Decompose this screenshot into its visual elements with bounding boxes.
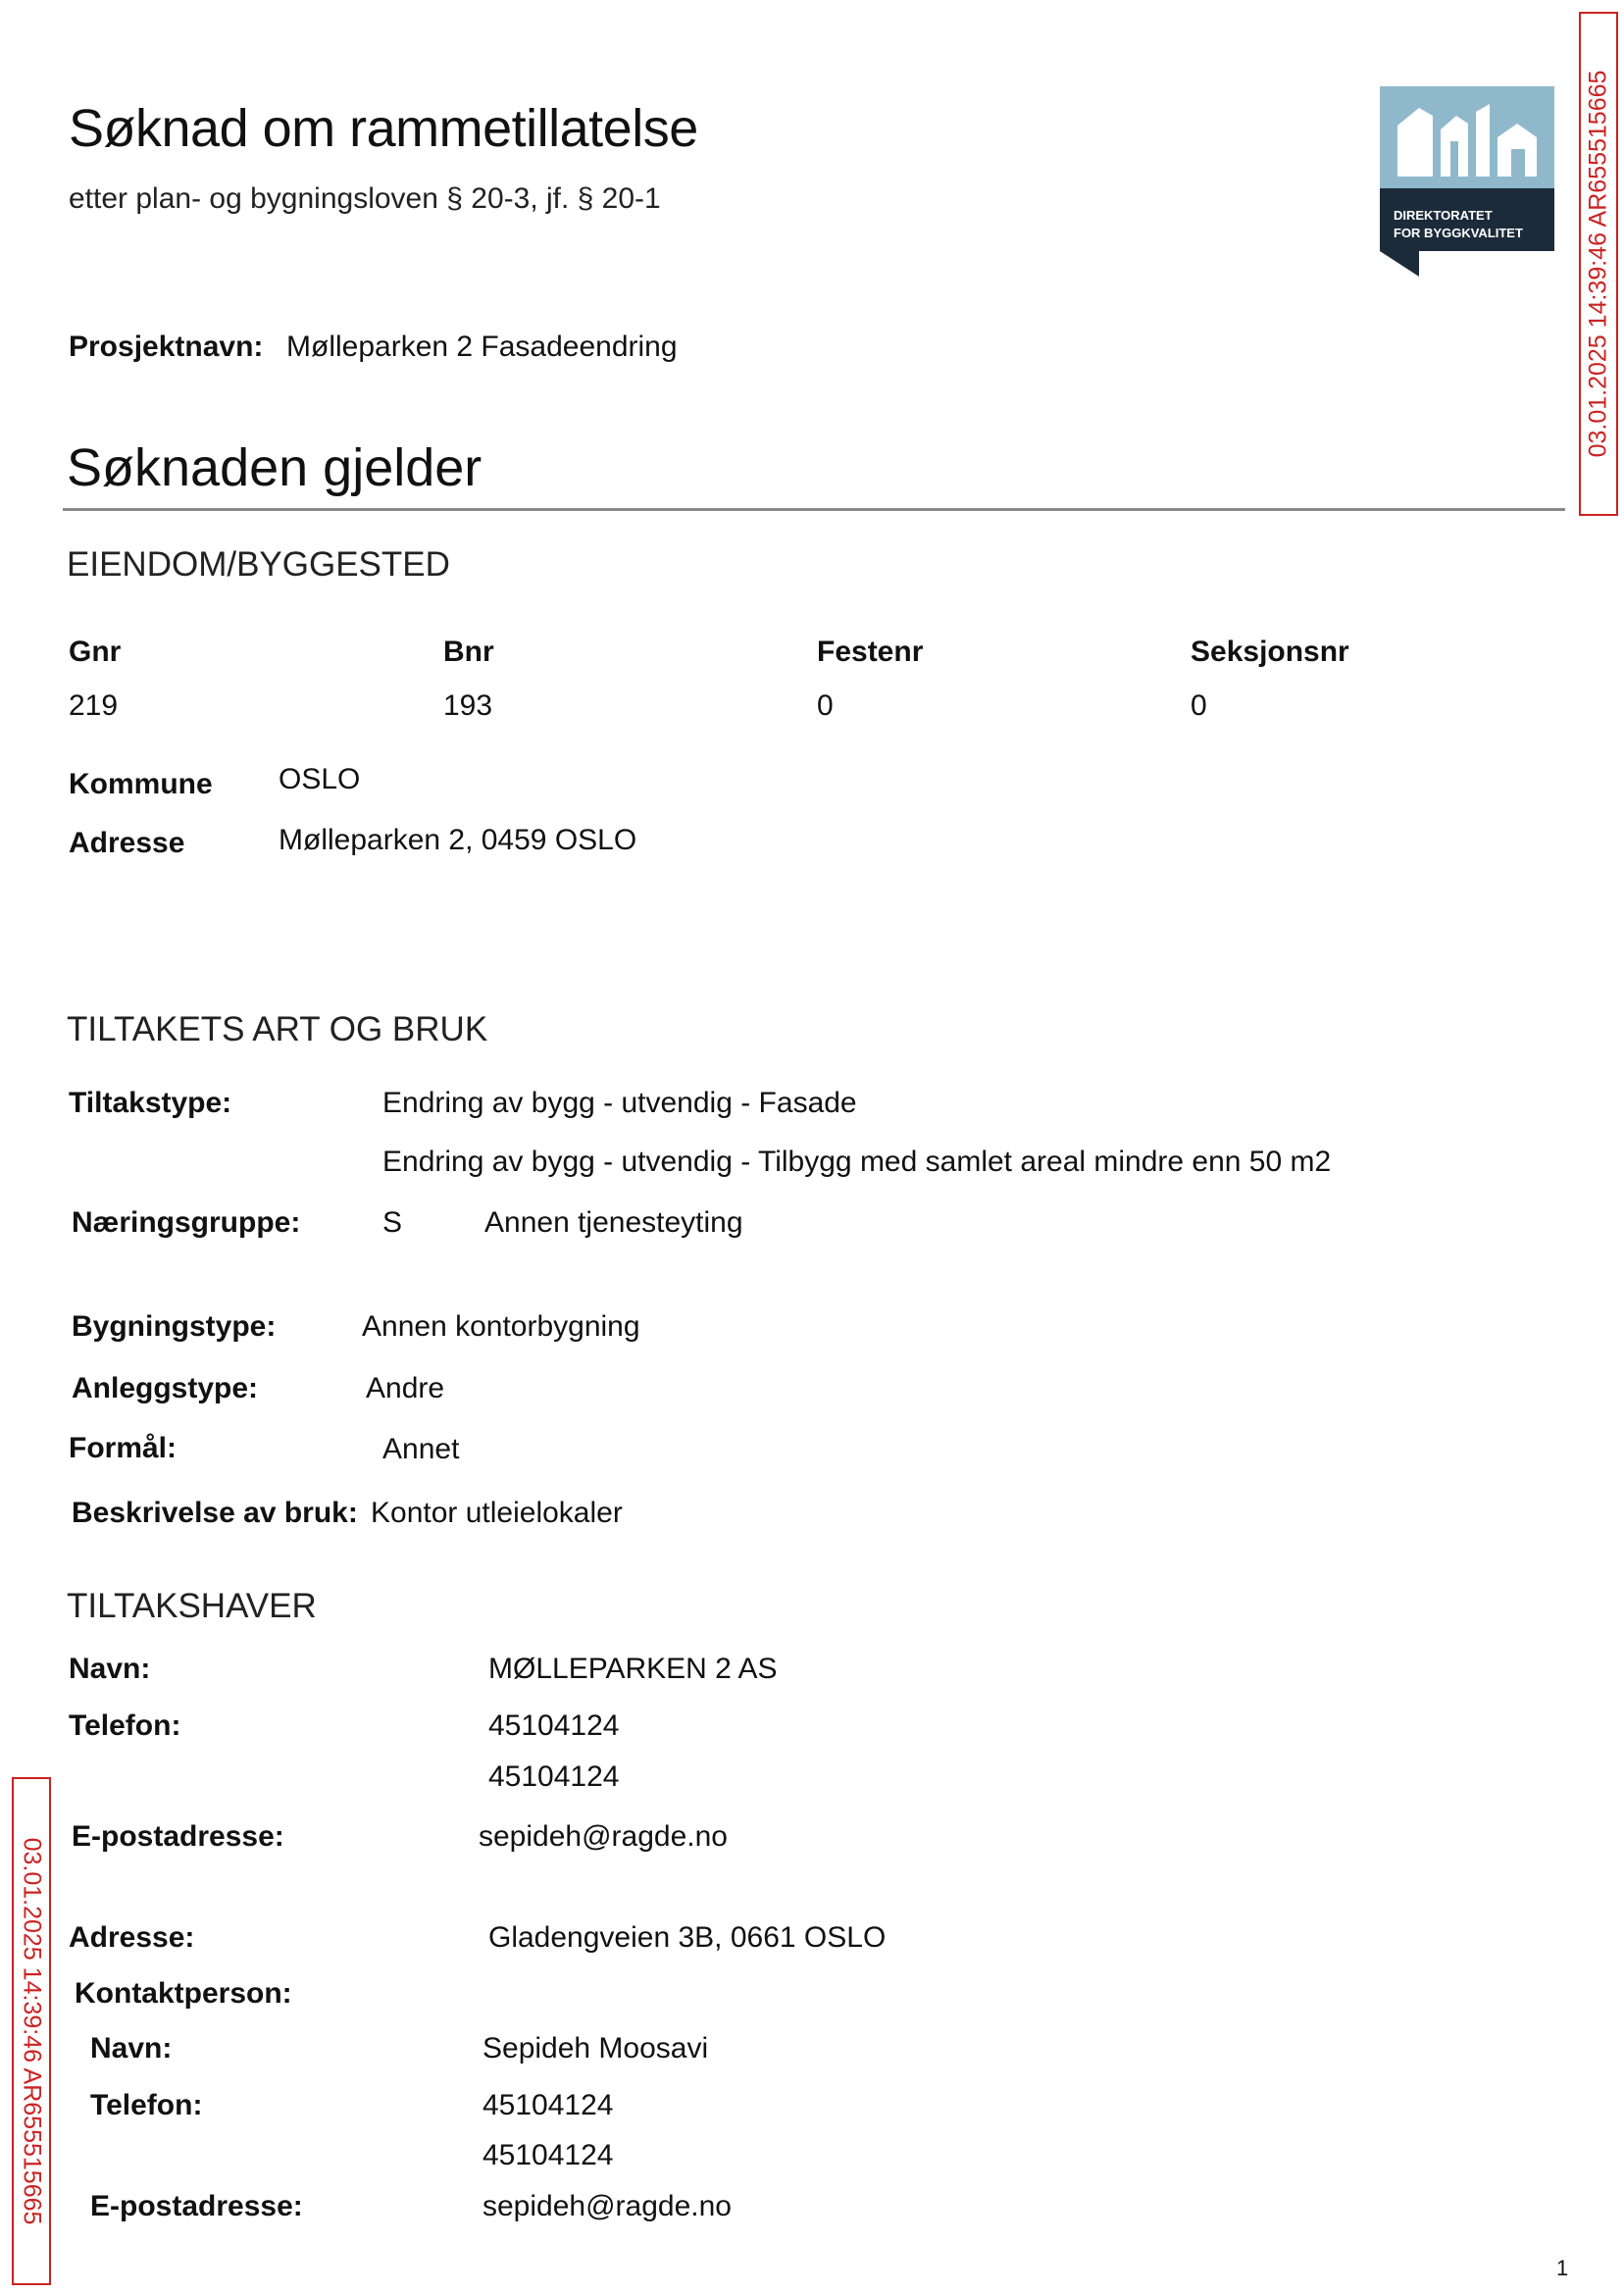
bygningstype-value: Annen kontorbygning: [362, 1310, 640, 1343]
tiltakstype-label: Tiltakstype:: [69, 1087, 232, 1119]
owner-adresse-value: Gladengveien 3B, 0661 OSLO: [488, 1921, 887, 1954]
seksjonsnr-value: 0: [1191, 689, 1207, 722]
bnr-label: Bnr: [443, 636, 494, 668]
kommune-label: Kommune: [69, 768, 213, 800]
project-label: Prosjektnavn:: [69, 331, 264, 363]
measure-heading: TILTAKETS ART OG BRUK: [67, 1010, 488, 1048]
project-value: Mølleparken 2 Fasadeendring: [286, 331, 678, 363]
contact-telefon-value-2: 45104124: [482, 2139, 614, 2171]
timestamp-stamp-bottom: [12, 1777, 51, 2285]
owner-navn-value: MØLLEPARKEN 2 AS: [488, 1653, 778, 1685]
anleggstype-label: Anleggstype:: [72, 1372, 259, 1404]
stamp-text-bottom: 03.01.2025 14:39:46 AR655515665: [18, 1837, 46, 2225]
contact-epost-label: E-postadresse:: [90, 2190, 303, 2222]
logo-text-line1: DIREKTORATET: [1394, 208, 1493, 223]
bygningstype-label: Bygningstype:: [72, 1310, 277, 1343]
festenr-value: 0: [817, 689, 834, 722]
dibk-logo: [1380, 86, 1554, 277]
formal-label: Formål:: [69, 1432, 178, 1464]
document-subtitle: etter plan- og bygningsloven § 20-3, jf. § 20-1: [69, 182, 661, 215]
contact-navn-value: Sepideh Moosavi: [482, 2032, 709, 2065]
document-title: Søknad om rammetillatelse: [69, 99, 698, 158]
contact-telefon-label: Telefon:: [90, 2089, 203, 2121]
owner-telefon-value-2: 45104124: [488, 1760, 620, 1793]
section-title: Søknaden gjelder: [67, 438, 482, 497]
naeringsgruppe-label: Næringsgruppe:: [72, 1206, 301, 1239]
beskrivelse-value: Kontor utleielokaler: [371, 1497, 623, 1529]
contact-person-label: Kontaktperson:: [75, 1977, 292, 2010]
gnr-label: Gnr: [69, 636, 122, 668]
owner-telefon-label: Telefon:: [69, 1709, 181, 1742]
owner-epost-value: sepideh@ragde.no: [479, 1820, 728, 1853]
festenr-label: Festenr: [817, 636, 924, 668]
stamp-text-top: 03.01.2025 14:39:46 AR655515665: [1584, 70, 1612, 458]
owner-heading: TILTAKSHAVER: [67, 1587, 317, 1625]
owner-telefon-value-1: 45104124: [488, 1709, 620, 1742]
owner-navn-label: Navn:: [69, 1653, 151, 1685]
formal-value: Annet: [382, 1433, 460, 1465]
section-divider: [63, 508, 1565, 511]
timestamp-stamp-top: [1579, 12, 1618, 516]
contact-telefon-value-1: 45104124: [482, 2089, 614, 2121]
logo-text-line2: FOR BYGGKVALITET: [1394, 226, 1523, 240]
owner-adresse-label: Adresse:: [69, 1921, 195, 1954]
tiltakstype-value-1: Endring av bygg - utvendig - Fasade: [382, 1087, 857, 1119]
adresse-label: Adresse: [69, 827, 185, 859]
kommune-value: OSLO: [279, 763, 361, 795]
page-number: 1: [1556, 2256, 1569, 2280]
anleggstype-value: Andre: [366, 1372, 445, 1404]
dibk-logo-icon: [1380, 86, 1554, 277]
contact-navn-label: Navn:: [90, 2032, 173, 2065]
owner-epost-label: E-postadresse:: [72, 1820, 284, 1853]
tiltakstype-value-2: Endring av bygg - utvendig - Tilbygg med samlet areal mindre enn 50 m2: [382, 1146, 1332, 1178]
seksjonsnr-label: Seksjonsnr: [1191, 636, 1349, 668]
beskrivelse-label: Beskrivelse av bruk:: [72, 1497, 358, 1529]
gnr-value: 219: [69, 689, 119, 722]
naeringsgruppe-code: S: [382, 1206, 403, 1239]
adresse-value: Mølleparken 2, 0459 OSLO: [279, 824, 637, 856]
property-heading: EIENDOM/BYGGESTED: [67, 545, 450, 584]
bnr-value: 193: [443, 689, 493, 722]
naeringsgruppe-value: Annen tjenesteyting: [484, 1206, 743, 1239]
contact-epost-value: sepideh@ragde.no: [482, 2190, 732, 2222]
